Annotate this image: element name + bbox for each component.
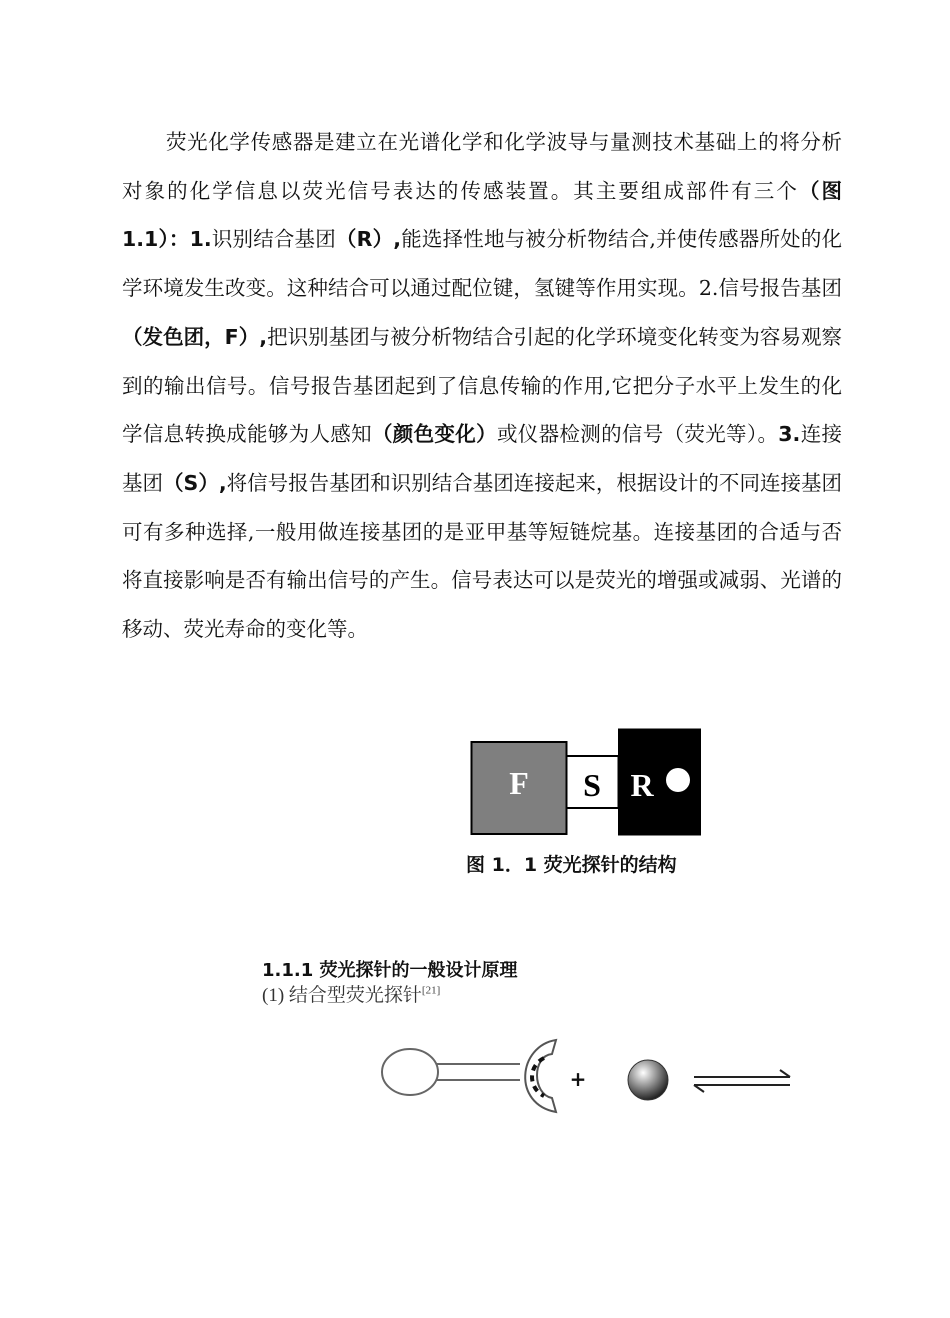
paragraph-text: 将信号报告基团和识别结合基团连接起来，根据设计的不同连接基团可有多种选择,一般用做连接基团的是亚甲基等短链烷基。连接基团的合适与否将直接影响是否有输出信号的产生。信号表达可以是荧光的增强或减弱、光谱的移动、荧光寿命的变化等。: [122, 470, 842, 642]
body-paragraph: [122, 118, 842, 654]
paragraph-text: 识别结合基团: [211, 227, 336, 252]
paragraph-bold: 3.: [778, 422, 801, 447]
section-heading: 1.1.1 荧光探针的一般设计原理: [262, 960, 518, 981]
receptor-cup: [525, 1040, 556, 1112]
paragraph-bold: （R）,: [335, 227, 402, 252]
paragraph-text: 或仪器检测的信号（荧光等）。: [496, 422, 779, 447]
paragraph-text: 能选择性地与被分析物结合,并使传感器所处的化学环境发生改变。这种结合可以通过配位键，氢键等作用实现。2.信号报告基团: [122, 227, 843, 301]
paragraph-bold: （图 1.1）：1.: [122, 178, 843, 252]
probe-structure-figure: [470, 728, 702, 836]
paragraph-text: 连接基团: [122, 422, 843, 495]
paragraph-text: 把识别基团与被分析物结合引起的化学环境变化转变为容易观察到的输出信号。信号报告基团起到了信息传输的作用,它把分子水平上发生的化学信息转换成能够为人感知: [122, 324, 843, 447]
paragraph-bold: （S）,: [163, 470, 227, 495]
fluorophore-ellipse: [382, 1049, 438, 1095]
sub-heading: [262, 980, 440, 1007]
fluorophore-label: F: [509, 765, 529, 801]
analyte-circle: [666, 768, 690, 792]
citation-ref: [21]: [421, 984, 441, 997]
sub-heading-text: (1) 结合型荧光探针: [262, 985, 422, 1006]
analyte-ball: [628, 1060, 668, 1100]
binding-probe-diagram: [378, 1030, 798, 1130]
paragraph-bold: （颜色变化）: [371, 422, 497, 447]
plus-sign: +: [569, 1067, 587, 1091]
paragraph-bold: （发色团，F）,: [122, 324, 268, 349]
linker-label: S: [583, 767, 601, 803]
equilibrium-arrow-icon: [694, 1070, 790, 1092]
figure-caption: 图 1．1 荧光探针的结构: [466, 854, 677, 876]
paragraph-text: 荧光化学传感器是建立在光谱化学和化学波导与量测技术基础上的将分析对象的化学信息以荧光信号表达的传感装置。其主要组成部件有三个: [122, 130, 842, 203]
receptor-label: R: [630, 767, 654, 803]
